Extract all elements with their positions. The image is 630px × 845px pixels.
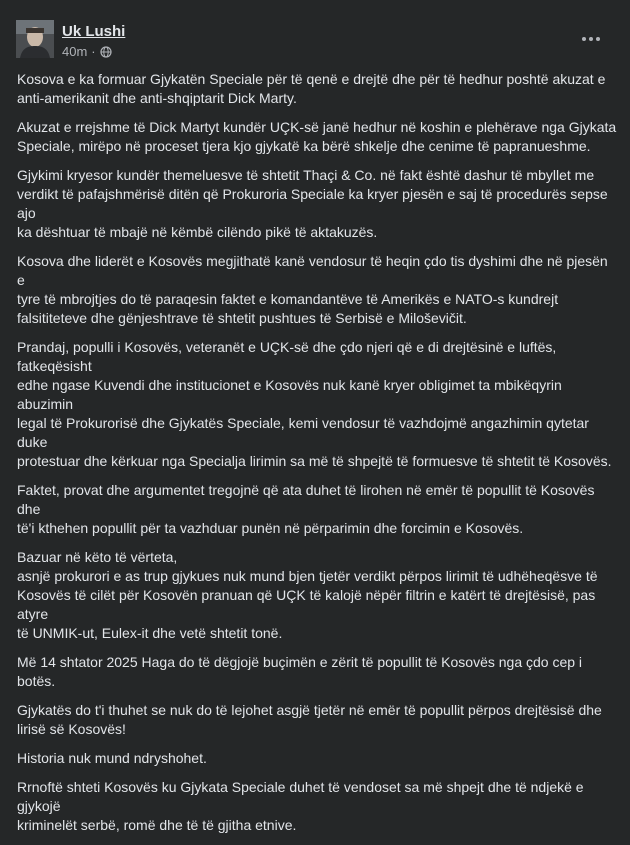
post-meta bbox=[62, 44, 112, 59]
post-paragraph: Faktet, provat dhe argumentet tregojnë që ata duhet të lirohen në emër të popullit të Kosovës dhe të'i kthehen popullit për ta vazhduar punën në përparimin dhe forcimin e Kosovës. bbox=[17, 482, 595, 536]
post-paragraph: Bazuar në këto të vërteta, asnjë prokurori e as trup gjykues nuk mund bjen tjetër verdikt përpos lirimit të udhëheqësve të Kosovës të cilët për Kosovën pranuan që UÇK të kalojë nëpër filtrin e katërt të drejtësisë, pas atyre të UNMIK-ut, Eulex-it dhe vetë shtetit tonë. bbox=[17, 549, 598, 641]
post-author-name[interactable]: Uk Lushi bbox=[62, 23, 126, 40]
post-paragraph: Gjykatës do t'i thuhet se nuk do të lejohet asgjë tjetër në emër të popullit përpos drejtësisë dhe lirisë së Kosovës! bbox=[17, 702, 602, 737]
post-paragraph: Kosova dhe liderët e Kosovës megjithatë kanë vendosur të heqin çdo tis dyshimi dhe në pjesën e tyre të mbrojtjes do të paraqesin faktet e komandantëve të Amerikës e NATO-s kundrejt falsititeteve dhe gënjeshtrave të shtetit pushtues të Serbisë e Miloševičit. bbox=[17, 253, 608, 326]
more-options-button[interactable] bbox=[578, 26, 604, 52]
avatar-image bbox=[16, 20, 54, 58]
globe-icon[interactable] bbox=[100, 46, 112, 58]
post-paragraph: Më 14 shtator 2025 Haga do të dëgjojë buçimën e zërit të popullit të Kosovës nga çdo cep i botës. bbox=[17, 654, 583, 689]
post-header bbox=[0, 0, 630, 70]
post-paragraph: Prandaj, populli i Kosovës, veteranët e UÇK-së dhe çdo njeri që e di drejtësinë e luftës, fatkeqësisht edhe ngase Kuvendi dhe institucionet e Kosovës nuk kanë kryer obligimet ta mbikëqyrin abuzimin legal të Prokurorisë dhe Gjykatës Speciale, kemi vendosur të vazhdojmë angazhimin qytetar duke protestuar dhe kërkuar nga Specialja lirimin sa më të shpejtë të formuesve të shtetit të Kosovës. bbox=[17, 339, 612, 469]
post-timestamp[interactable]: 40m bbox=[62, 44, 88, 59]
post-body bbox=[17, 70, 617, 845]
post-paragraph: Gjykimi kryesor kundër themeluesve të shtetit Thaçi & Co. në fakt është dashur të mbyllet me verdikt të pafajshmërisë ditën që Prokuroria Speciale ka kryer pjesën e saj të procedurës sepse ajo ka dështuar të mbajë në këmbë cilëndo pikë të aktakuzës. bbox=[17, 167, 608, 240]
post-paragraph: Historia nuk mund ndryshohet. bbox=[17, 750, 207, 766]
avatar[interactable] bbox=[16, 20, 54, 58]
meta-separator: · bbox=[91, 44, 96, 59]
post-paragraph: Rrnoftë shteti Kosovës ku Gjykata Speciale duhet të vendoset sa më shpejt dhe të ndjekë e gjykojë kriminelët serbë, romë dhe të të gjitha etnive. bbox=[17, 779, 584, 833]
post-paragraph: Akuzat e rrejshme të Dick Martyt kundër UÇK-së janë hedhur në koshin e plehërave nga Gjykata Speciale, mirëpo në proceset tjera kjo gjykatë ka bërë shkelje dhe cenime të papranueshme. bbox=[17, 119, 617, 154]
post-paragraph: Kosova e ka formuar Gjykatën Speciale për të qenë e drejtë dhe për të hedhur poshtë akuzat e anti-amerikanit dhe anti-shqiptarit Dick Marty. bbox=[17, 71, 606, 106]
more-horizontal-icon bbox=[581, 36, 601, 42]
